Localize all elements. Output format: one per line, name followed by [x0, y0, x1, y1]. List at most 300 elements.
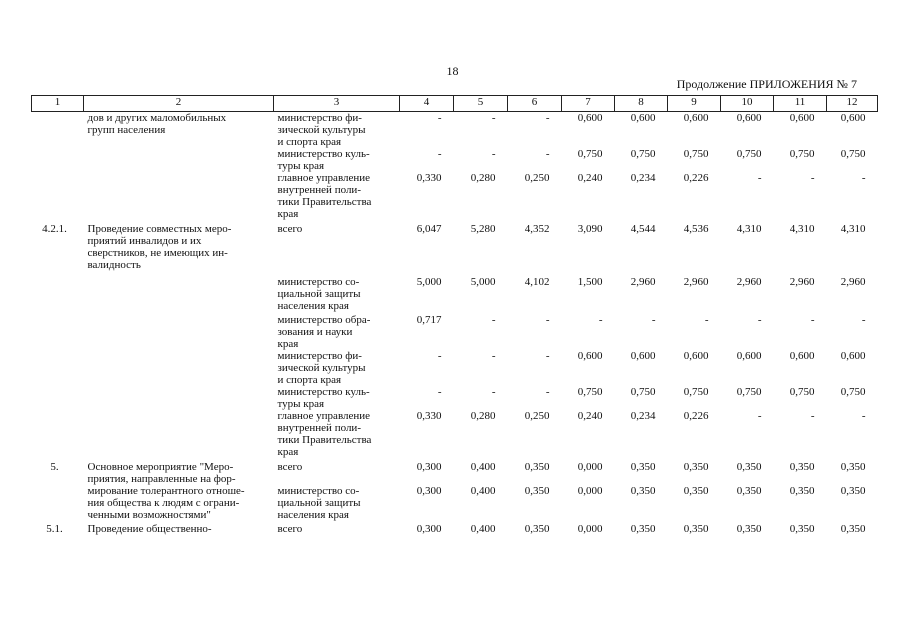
value-cell: [827, 273, 878, 314]
value-cell: [721, 220, 774, 273]
value-cell: [562, 172, 615, 220]
value-cell: [827, 220, 878, 273]
measure-name-line: ния общества к людям с ограни-: [87, 497, 240, 509]
value-cell: [454, 458, 508, 523]
value-cell: [454, 220, 508, 273]
executor-cell: [274, 112, 400, 149]
value-text: 0,600: [683, 112, 709, 124]
executor-line: всего: [277, 523, 303, 535]
item-number-cell: [32, 350, 84, 386]
value-text: 0,400: [470, 523, 496, 535]
measure-name-cell: [84, 350, 274, 386]
value-text: 0,300: [416, 485, 442, 497]
value-text: 0,750: [736, 148, 762, 160]
measure-name-line: валидность: [87, 259, 141, 271]
value-text: 0,600: [683, 350, 709, 362]
value-cell: [615, 112, 668, 149]
value-cell: [508, 172, 562, 220]
value-text: 0,234: [630, 172, 656, 184]
value-cell: [774, 112, 827, 149]
value-cell: [774, 148, 827, 172]
value-text: 0,350: [524, 461, 550, 473]
value-cell: [668, 172, 721, 220]
table-row: [32, 523, 878, 535]
value-text: 0,240: [577, 410, 603, 422]
executor-line: края: [277, 446, 299, 458]
value-text: 0,600: [840, 112, 866, 124]
measure-name-cell: [84, 273, 274, 314]
value-cell: [562, 350, 615, 386]
value-cell: [454, 273, 508, 314]
item-number-cell: [32, 148, 84, 172]
measure-name-line: Проведение общественно-: [87, 523, 212, 535]
measure-name-cell: [84, 523, 274, 535]
value-cell: [615, 350, 668, 386]
value-text: 0,000: [577, 485, 603, 497]
executor-line: министерство со-: [277, 276, 360, 288]
executor-cell: [274, 148, 400, 172]
value-text: 4,544: [630, 223, 656, 235]
value-text: 4,310: [736, 223, 762, 235]
value-cell: [827, 112, 878, 149]
value-text: 0,000: [577, 461, 603, 473]
value-cell: [615, 273, 668, 314]
value-text: 0,750: [577, 148, 603, 160]
value-text: 0,350: [524, 523, 550, 535]
value-cell: [454, 410, 508, 458]
column-header: 5: [454, 96, 508, 112]
item-number-cell: 5.: [50, 461, 59, 473]
value-cell: [400, 273, 454, 314]
value-text: 0,350: [789, 523, 815, 535]
executor-line: внутренней поли-: [277, 184, 361, 196]
measure-name-line: групп населения: [87, 124, 166, 136]
value-cell: [562, 523, 615, 535]
value-text: 2,960: [683, 276, 709, 288]
measure-name-cell: [84, 148, 274, 172]
value-cell: [454, 386, 508, 410]
value-text: 0,600: [789, 112, 815, 124]
value-cell: [562, 148, 615, 172]
value-text: 0,250: [524, 410, 550, 422]
measure-name-cell: [84, 314, 274, 350]
value-cell: [400, 220, 454, 273]
value-cell: [562, 314, 615, 350]
executor-line: внутренней поли-: [277, 422, 361, 434]
value-text: 0,300: [416, 523, 442, 535]
value-cell: [454, 350, 508, 386]
value-text: 0,226: [683, 410, 709, 422]
value-cell: [827, 386, 878, 410]
value-text: 0,350: [840, 461, 866, 473]
value-text: -: [545, 148, 550, 160]
item-number-cell: 4.2.1.: [42, 223, 67, 235]
executor-line: тики Правительства: [277, 196, 372, 208]
value-text: 0,600: [577, 112, 603, 124]
executor-line: всего: [277, 223, 303, 235]
value-cell: [562, 410, 615, 458]
measure-name-line: приятий инвалидов и их: [87, 235, 202, 247]
executor-cell: [274, 458, 400, 523]
value-cell: [615, 148, 668, 172]
column-header: 10: [721, 96, 774, 112]
value-text: 4,536: [683, 223, 709, 235]
value-cell: [615, 410, 668, 458]
executor-line: министерство куль-: [277, 386, 370, 398]
table-row: [32, 220, 878, 273]
executor-cell: [274, 220, 400, 273]
value-cell: [562, 386, 615, 410]
table-row: [32, 386, 878, 410]
value-text: 0,600: [736, 350, 762, 362]
column-header: 4: [400, 96, 454, 112]
value-cell: [668, 220, 721, 273]
value-text: -: [545, 314, 550, 326]
value-cell: [454, 172, 508, 220]
value-cell: [827, 172, 878, 220]
value-cell: [827, 410, 878, 458]
value-text: -: [491, 314, 496, 326]
value-cell: [400, 523, 454, 535]
value-cell: [721, 350, 774, 386]
value-cell: [562, 220, 615, 273]
value-text: 2,960: [630, 276, 656, 288]
value-cell: [668, 458, 721, 523]
value-cell: [721, 458, 774, 523]
value-text: 5,000: [416, 276, 442, 288]
value-cell: [508, 458, 562, 523]
value-text: -: [437, 350, 442, 362]
executor-line: министерство обра-: [277, 314, 371, 326]
value-text: 4,310: [789, 223, 815, 235]
value-text: 0,750: [840, 386, 866, 398]
value-cell: [400, 458, 454, 523]
value-text: 3,090: [577, 223, 603, 235]
value-text: 0,750: [789, 386, 815, 398]
executor-line: и спорта края: [277, 374, 342, 386]
value-cell: [721, 172, 774, 220]
item-number-cell: [32, 314, 84, 350]
value-text: 0,600: [577, 350, 603, 362]
value-cell: [454, 314, 508, 350]
value-text: 0,350: [789, 485, 815, 497]
value-text: 0,280: [470, 410, 496, 422]
value-text: -: [545, 350, 550, 362]
measure-name-cell: [84, 220, 274, 273]
executor-line: населения края: [277, 300, 349, 312]
value-text: 0,600: [630, 112, 656, 124]
executor-cell: [274, 172, 400, 220]
value-text: 4,310: [840, 223, 866, 235]
value-cell: [721, 410, 774, 458]
executor-cell: [274, 410, 400, 458]
table-body: [32, 112, 878, 536]
column-header: 8: [615, 96, 668, 112]
measure-name-cell: [84, 112, 274, 149]
measure-name-cell: [84, 172, 274, 220]
measure-name-line: Основное мероприятие "Меро-: [87, 461, 234, 473]
value-cell: [827, 523, 878, 535]
value-text: 1,500: [577, 276, 603, 288]
value-text: -: [861, 410, 866, 422]
value-cell: [508, 523, 562, 535]
value-cell: [508, 410, 562, 458]
table-row: [32, 273, 878, 314]
value-cell: [400, 148, 454, 172]
value-text: 0,000: [577, 523, 603, 535]
value-cell: [774, 220, 827, 273]
value-cell: [827, 314, 878, 350]
value-cell: [508, 386, 562, 410]
page-number: 18: [446, 64, 459, 78]
measure-name-line: ченными возможностями": [87, 509, 211, 521]
executor-cell: [274, 314, 400, 350]
value-text: 0,350: [736, 485, 762, 497]
value-text: 0,350: [789, 461, 815, 473]
value-cell: [615, 458, 668, 523]
value-text: -: [810, 172, 815, 184]
value-text: 0,350: [736, 523, 762, 535]
measure-name-cell: [84, 410, 274, 458]
value-text: 0,600: [789, 350, 815, 362]
value-text: -: [598, 314, 603, 326]
value-cell: [454, 148, 508, 172]
value-text: 0,750: [577, 386, 603, 398]
executor-line: тики Правительства: [277, 434, 372, 446]
value-cell: [615, 386, 668, 410]
value-cell: [827, 148, 878, 172]
value-cell: [774, 386, 827, 410]
executor-line: главное управление: [277, 172, 371, 184]
value-text: -: [757, 410, 762, 422]
column-header: 12: [827, 96, 878, 112]
value-cell: [721, 523, 774, 535]
column-header: 1: [32, 96, 84, 112]
value-cell: [774, 410, 827, 458]
value-cell: [721, 386, 774, 410]
value-cell: [508, 273, 562, 314]
value-cell: [668, 410, 721, 458]
value-text: 0,330: [416, 172, 442, 184]
value-cell: [668, 523, 721, 535]
table-row: [32, 458, 878, 523]
value-cell: [615, 172, 668, 220]
value-text: 6,047: [416, 223, 442, 235]
executor-line: министерство фи-: [277, 350, 362, 362]
value-text: 0,280: [470, 172, 496, 184]
executor-line: населения края: [277, 509, 349, 521]
value-text: -: [491, 386, 496, 398]
value-cell: [668, 350, 721, 386]
value-cell: [721, 148, 774, 172]
measure-name-cell: [84, 386, 274, 410]
value-text: -: [491, 148, 496, 160]
value-cell: [400, 350, 454, 386]
value-cell: [668, 148, 721, 172]
value-text: -: [491, 112, 496, 124]
value-cell: [508, 350, 562, 386]
value-cell: [454, 523, 508, 535]
value-text: -: [810, 410, 815, 422]
value-cell: [615, 523, 668, 535]
executor-cell: [274, 523, 400, 535]
appendix-continuation-label: Продолжение ПРИЛОЖЕНИЯ № 7: [676, 77, 857, 91]
executor-line: туры края: [277, 160, 325, 172]
column-header: 3: [274, 96, 400, 112]
value-cell: [508, 314, 562, 350]
value-cell: [668, 386, 721, 410]
value-text: 4,102: [524, 276, 550, 288]
value-cell: [774, 172, 827, 220]
value-text: 0,750: [736, 386, 762, 398]
executor-line: зической культуры: [277, 362, 366, 374]
item-number-cell: [32, 386, 84, 410]
executor-cell: [274, 350, 400, 386]
value-cell: [668, 314, 721, 350]
column-header: 7: [562, 96, 615, 112]
value-cell: [400, 172, 454, 220]
value-text: 2,960: [840, 276, 866, 288]
value-cell: [400, 410, 454, 458]
value-cell: [508, 112, 562, 149]
value-cell: [827, 458, 878, 523]
column-header: 6: [508, 96, 562, 112]
measure-name-line: мирование толерантного отноше-: [87, 485, 245, 497]
value-text: 0,717: [416, 314, 442, 326]
value-text: -: [861, 172, 866, 184]
value-text: 0,750: [630, 386, 656, 398]
executor-line: зования и науки: [277, 326, 353, 338]
table-row: [32, 148, 878, 172]
table-row: [32, 350, 878, 386]
executor-cell: [274, 273, 400, 314]
value-text: 0,750: [630, 148, 656, 160]
executor-line: туры края: [277, 398, 325, 410]
value-text: 0,350: [683, 485, 709, 497]
executor-line: края: [277, 208, 299, 220]
value-text: -: [704, 314, 709, 326]
value-cell: [774, 523, 827, 535]
value-text: -: [757, 172, 762, 184]
value-cell: [615, 220, 668, 273]
measure-name-line: Проведение совместных меро-: [87, 223, 232, 235]
value-text: 0,600: [630, 350, 656, 362]
value-cell: [400, 112, 454, 149]
value-text: 0,750: [840, 148, 866, 160]
measure-name-cell: [84, 458, 274, 523]
item-number-cell: [32, 172, 84, 220]
value-cell: [562, 273, 615, 314]
value-cell: [827, 350, 878, 386]
executor-line: циальной защиты: [277, 288, 361, 300]
value-text: -: [651, 314, 656, 326]
value-text: 0,350: [683, 461, 709, 473]
value-cell: [721, 112, 774, 149]
value-cell: [721, 314, 774, 350]
value-cell: [562, 458, 615, 523]
executor-line: зической культуры: [277, 124, 366, 136]
value-text: 4,352: [524, 223, 550, 235]
executor-line: главное управление: [277, 410, 371, 422]
value-text: 0,350: [524, 485, 550, 497]
value-text: 5,000: [470, 276, 496, 288]
value-text: 0,330: [416, 410, 442, 422]
value-text: 0,350: [630, 523, 656, 535]
value-text: 0,300: [416, 461, 442, 473]
value-text: 0,350: [840, 485, 866, 497]
column-header: 11: [774, 96, 827, 112]
value-text: 0,350: [736, 461, 762, 473]
value-cell: [774, 273, 827, 314]
value-text: -: [861, 314, 866, 326]
value-cell: [615, 314, 668, 350]
value-cell: [774, 458, 827, 523]
value-text: 0,400: [470, 485, 496, 497]
value-text: 0,350: [840, 523, 866, 535]
value-cell: [774, 350, 827, 386]
item-number-cell: [32, 410, 84, 458]
value-text: 0,350: [630, 461, 656, 473]
value-text: 0,600: [840, 350, 866, 362]
executor-line: министерство фи-: [277, 112, 362, 124]
value-cell: [508, 220, 562, 273]
value-text: 0,234: [630, 410, 656, 422]
executor-line: министерство со-: [277, 485, 360, 497]
executor-line: всего: [277, 461, 303, 473]
value-cell: [508, 148, 562, 172]
executor-line: циальной защиты: [277, 497, 361, 509]
table-row: [32, 172, 878, 220]
item-number-cell: 5.1.: [46, 523, 63, 535]
value-text: 2,960: [789, 276, 815, 288]
value-text: 0,750: [683, 386, 709, 398]
value-text: 0,750: [789, 148, 815, 160]
column-number-row: [32, 96, 878, 112]
value-text: -: [491, 350, 496, 362]
value-text: 0,400: [470, 461, 496, 473]
table-row: [32, 410, 878, 458]
value-text: -: [437, 386, 442, 398]
value-cell: [721, 273, 774, 314]
value-text: 2,960: [736, 276, 762, 288]
value-text: -: [437, 148, 442, 160]
value-text: 5,280: [470, 223, 496, 235]
value-text: -: [545, 112, 550, 124]
value-cell: [668, 273, 721, 314]
measure-name-line: приятия, направленные на фор-: [87, 473, 236, 485]
value-text: 0,750: [683, 148, 709, 160]
table-row: [32, 314, 878, 350]
executor-line: края: [277, 338, 299, 350]
value-cell: [454, 112, 508, 149]
appendix-table: [31, 95, 878, 535]
column-header: 2: [84, 96, 274, 112]
value-text: -: [810, 314, 815, 326]
table-row: [32, 112, 878, 149]
value-text: 0,350: [683, 523, 709, 535]
value-text: 0,350: [630, 485, 656, 497]
value-text: 0,250: [524, 172, 550, 184]
value-cell: [400, 314, 454, 350]
value-text: 0,240: [577, 172, 603, 184]
executor-line: министерство куль-: [277, 148, 370, 160]
executor-line: и спорта края: [277, 136, 342, 148]
value-cell: [774, 314, 827, 350]
item-number-cell: [32, 273, 84, 314]
executor-cell: [274, 386, 400, 410]
value-text: 0,600: [736, 112, 762, 124]
value-text: 0,226: [683, 172, 709, 184]
